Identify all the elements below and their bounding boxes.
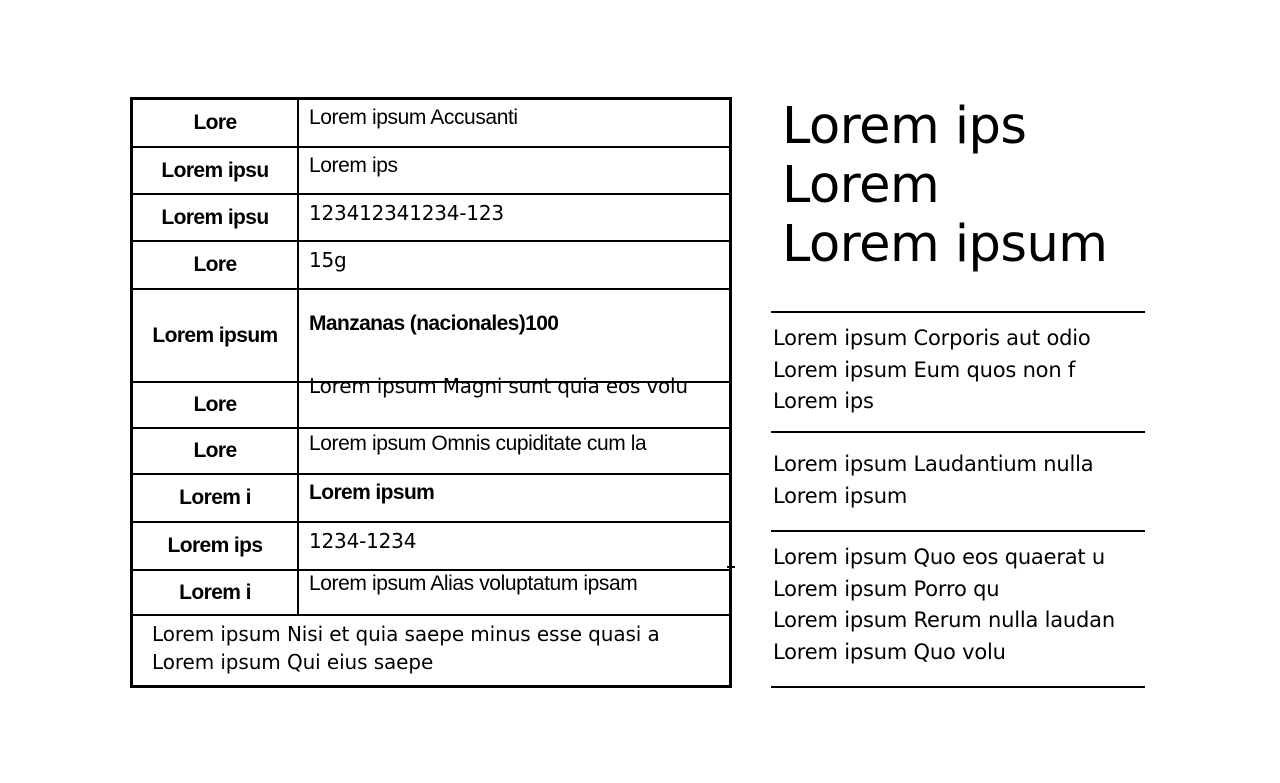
text-section bbox=[773, 323, 1091, 418]
row-label: Lorem i bbox=[133, 571, 299, 614]
row-value: 1234-1234 bbox=[309, 529, 417, 553]
text-section bbox=[773, 449, 1093, 512]
row-label: Lore bbox=[133, 100, 299, 146]
row-label: Lore bbox=[133, 383, 299, 427]
row-label: Lore bbox=[133, 242, 299, 288]
page-title bbox=[782, 97, 1107, 274]
row-value: Lorem ipsum Alias voluptatum ipsam bbox=[309, 572, 638, 595]
row-value: Lorem ipsum Accusanti bbox=[309, 106, 518, 129]
text-line: Lorem ips bbox=[773, 389, 874, 413]
row-value: 123412341234-123 bbox=[309, 201, 504, 225]
footer-line: Lorem ipsum Qui eius saepe bbox=[152, 650, 434, 674]
text-line: Lorem ipsum Porro qu bbox=[773, 576, 1000, 601]
table-row bbox=[133, 100, 729, 148]
table-row bbox=[133, 242, 729, 290]
divider bbox=[771, 431, 1145, 433]
table-row bbox=[133, 429, 729, 475]
text-line: Lorem ipsum Eum quos non f bbox=[773, 357, 1076, 382]
row-label: Lorem ips bbox=[133, 523, 299, 569]
row-label: Lorem ipsu bbox=[133, 195, 299, 240]
row-value: Lorem ipsum Omnis cupiditate cum la bbox=[309, 432, 647, 455]
title-line: Lorem ipsum bbox=[782, 215, 1108, 274]
text-section bbox=[773, 542, 1115, 668]
row-value: 15g bbox=[309, 248, 347, 272]
row-value: Lorem ips bbox=[309, 154, 398, 177]
row-label: Lore bbox=[133, 429, 299, 473]
table-footer-note bbox=[133, 616, 729, 685]
footer-line: Lorem ipsum Nisi et quia saepe minus esse quasi a bbox=[152, 622, 660, 646]
row-value: Lorem ipsum bbox=[309, 481, 435, 504]
title-line: Lorem bbox=[782, 156, 940, 215]
text-line: Lorem ipsum Quo volu bbox=[773, 639, 1006, 664]
row-label: Lorem i bbox=[133, 475, 299, 521]
divider bbox=[771, 530, 1145, 532]
row-label: Lorem ipsu bbox=[133, 148, 299, 193]
table-row bbox=[133, 523, 729, 571]
text-line: Lorem ipsum Laudantium nulla bbox=[773, 452, 1094, 476]
divider bbox=[771, 686, 1145, 688]
table-row bbox=[133, 195, 729, 242]
table-row bbox=[133, 290, 729, 383]
row-value: Lorem ipsum Magni sunt quia eos volu bbox=[309, 374, 688, 398]
divider bbox=[727, 566, 735, 568]
row-value: Manzanas (nacionales)100 bbox=[309, 312, 559, 335]
table-row bbox=[133, 475, 729, 523]
row-label: Lorem ipsum bbox=[133, 290, 299, 381]
text-line: Lorem ipsum Rerum nulla laudan bbox=[773, 608, 1115, 632]
divider bbox=[771, 311, 1145, 313]
text-line: Lorem ipsum Quo eos quaerat u bbox=[773, 545, 1106, 569]
spec-table bbox=[130, 97, 732, 688]
table-row bbox=[133, 148, 729, 195]
title-line: Lorem ips bbox=[782, 97, 1027, 156]
table-row bbox=[133, 571, 729, 616]
text-line: Lorem ipsum Corporis aut odio bbox=[773, 326, 1091, 350]
text-line: Lorem ipsum bbox=[773, 483, 908, 508]
table-row bbox=[133, 374, 729, 429]
